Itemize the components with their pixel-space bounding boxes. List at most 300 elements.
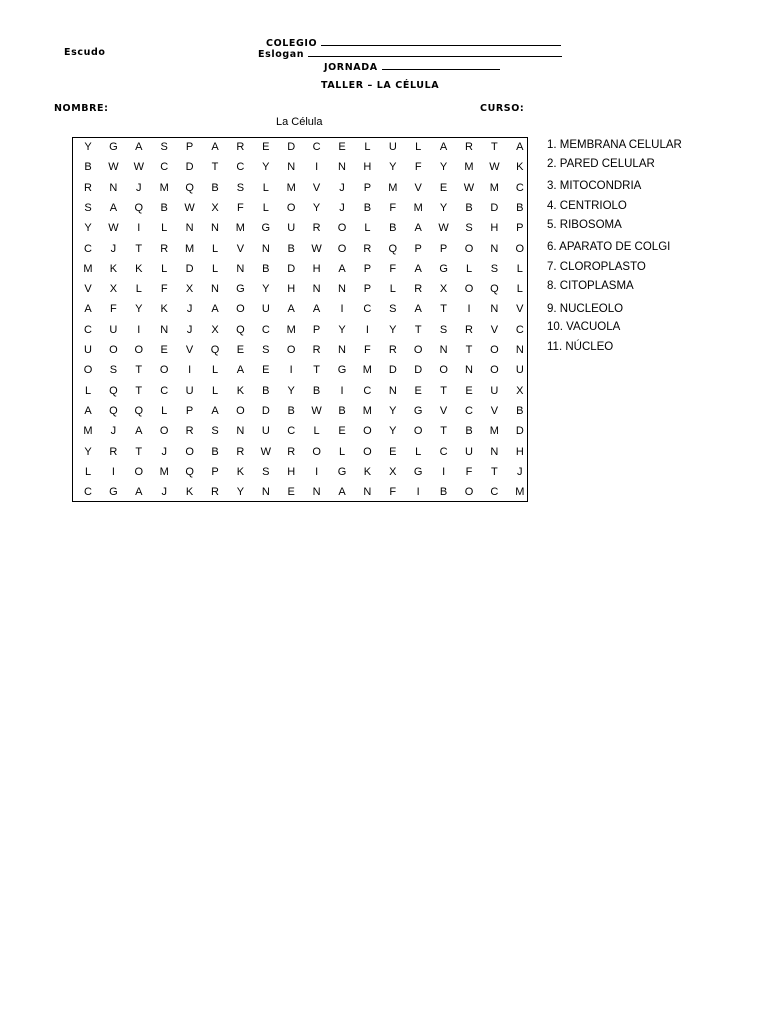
grid-letter: G	[413, 404, 423, 417]
grid-letter: A	[135, 141, 143, 153]
grid-letter: L	[211, 384, 219, 397]
grid-letter: B	[465, 201, 473, 214]
grid-letter: W	[108, 161, 119, 174]
grid-letter: U	[388, 141, 397, 153]
grid-letter: O	[337, 222, 347, 235]
grid-letter: T	[440, 425, 447, 438]
grid-letter: C	[439, 445, 448, 458]
grid-letter: F	[414, 161, 422, 174]
grid-letter: S	[211, 425, 219, 438]
grid-letter: B	[262, 384, 270, 397]
grid-letter: N	[465, 364, 473, 377]
grid-letter: Y	[84, 445, 92, 458]
grid-letter: I	[340, 303, 344, 316]
grid-letter: W	[463, 181, 475, 194]
grid-letter: Q	[210, 344, 220, 356]
grid-letter: J	[339, 181, 345, 194]
grid-letter: N	[490, 445, 499, 458]
grid-letter: C	[160, 161, 169, 174]
grid-letter: R	[211, 486, 219, 499]
grid-letter: I	[416, 486, 420, 499]
grid-letter: L	[135, 283, 142, 296]
grid-letter: E	[338, 141, 346, 153]
word-list-item: 9. NUCLEOLO	[547, 303, 624, 315]
word-list-item: 11. NÚCLEO	[547, 341, 614, 353]
grid-letter: V	[185, 344, 194, 356]
grid-letter: B	[211, 445, 219, 458]
grid-letter: E	[287, 486, 295, 499]
grid-letter: R	[312, 222, 321, 235]
grid-letter: M	[159, 181, 169, 194]
grid-letter: R	[363, 242, 372, 255]
word-list-item: 10. VACUOLA	[547, 321, 621, 333]
grid-letter: N	[490, 303, 499, 316]
grid-letter: Q	[109, 404, 118, 417]
grid-letter: I	[467, 303, 471, 316]
grid-letter: S	[389, 303, 397, 316]
grid-letter: R	[388, 344, 397, 356]
grid-letter: Y	[389, 425, 397, 438]
grid-letter: N	[490, 242, 499, 255]
grid-letter: B	[262, 262, 270, 275]
grid-letter: A	[236, 364, 245, 377]
grid-letter: C	[84, 486, 92, 499]
grid-letter: P	[439, 242, 448, 255]
grid-letter: K	[236, 384, 245, 397]
grid-letter: L	[389, 283, 396, 296]
grid-letter: E	[465, 384, 473, 397]
grid-letter: M	[464, 161, 474, 174]
grid-letter: L	[161, 262, 168, 275]
grid-letter: Y	[439, 201, 448, 214]
grid-letter: L	[516, 283, 523, 296]
grid-letter: J	[161, 486, 167, 499]
grid-letter: B	[160, 201, 168, 214]
grid-letter: A	[338, 262, 346, 275]
word-list-item: 8. CITOPLASMA	[547, 280, 634, 292]
grid-letter: U	[490, 384, 499, 397]
grid-letter: V	[312, 181, 321, 194]
grid-letter: Y	[262, 283, 270, 296]
grid-letter: O	[109, 344, 118, 356]
grid-letter: A	[414, 262, 422, 275]
word-list-item: 3. MITOCONDRIA	[547, 180, 642, 192]
grid-letter: E	[262, 141, 270, 153]
grid-letter: O	[413, 425, 423, 438]
grid-letter: I	[137, 323, 141, 336]
grid-letter: A	[211, 141, 219, 153]
grid-letter: N	[388, 384, 397, 397]
grid-letter: E	[389, 445, 397, 458]
grid-letter: O	[490, 364, 499, 377]
grid-letter: G	[337, 364, 347, 377]
grid-letter: C	[465, 404, 473, 417]
grid-letter: V	[516, 303, 524, 316]
grid-letter: O	[363, 425, 372, 438]
grid-letter: M	[235, 222, 245, 235]
grid-letter: N	[338, 161, 346, 174]
grid-letter: O	[286, 344, 296, 356]
grid-letter: F	[364, 344, 371, 356]
grid-letter: S	[160, 141, 168, 153]
grid-letter: T	[135, 364, 143, 377]
grid-letter: A	[211, 404, 219, 417]
grid-letter: C	[160, 384, 169, 397]
grid-letter: K	[516, 161, 524, 174]
grid-letter: L	[415, 445, 422, 458]
grid-letter: O	[134, 344, 144, 356]
grid-letter: O	[83, 364, 93, 377]
grid-letter: N	[287, 161, 296, 174]
grid-letter: Y	[262, 161, 270, 174]
grid-letter: O	[439, 364, 448, 377]
grid-letter: B	[287, 242, 295, 255]
grid-letter: Q	[490, 283, 499, 296]
grid-letter: T	[491, 141, 498, 153]
grid-letter: P	[363, 181, 372, 194]
grid-letter: G	[439, 262, 448, 275]
grid-letter: N	[236, 262, 245, 275]
grid-letter: L	[338, 445, 346, 458]
grid-letter: L	[465, 262, 473, 275]
word-list-item: 1. MEMBRANA CELULAR	[547, 139, 682, 151]
grid-letter: B	[516, 201, 524, 214]
grid-letter: G	[109, 141, 118, 153]
grid-letter: I	[365, 323, 369, 336]
grid-letter: A	[439, 141, 448, 153]
grid-letter: A	[84, 404, 92, 417]
grid-letter: U	[84, 344, 92, 356]
grid-letter: C	[515, 181, 524, 194]
grid-letter: Y	[287, 384, 295, 397]
grid-letter: Y	[312, 201, 321, 214]
grid-letter: W	[260, 445, 271, 458]
grid-letter: N	[236, 425, 245, 438]
grid-letter: F	[160, 283, 168, 296]
grid-letter: A	[109, 201, 118, 214]
grid-letter: L	[211, 364, 219, 377]
word-list-item: 7. CLOROPLASTO	[547, 261, 646, 273]
grid-letter: N	[261, 486, 270, 499]
grid-letter: X	[185, 283, 194, 296]
grid-letter: N	[211, 222, 219, 235]
grid-letter: I	[442, 465, 446, 478]
grid-letter: Q	[185, 181, 194, 194]
grid-letter: C	[363, 384, 372, 397]
grid-letter: K	[160, 303, 168, 316]
jornada-label: JORNADA	[324, 62, 378, 73]
grid-letter: U	[287, 222, 296, 235]
grid-letter: U	[261, 425, 270, 438]
grid-letter: L	[161, 222, 168, 235]
grid-letter: Y	[439, 161, 448, 174]
grid-letter: S	[262, 465, 270, 478]
grid-letter: L	[84, 384, 92, 397]
grid-letter: O	[185, 445, 194, 458]
grid-letter: D	[287, 262, 296, 275]
grid-letter: B	[338, 404, 346, 417]
puzzle-subtitle: La Célula	[276, 116, 323, 128]
grid-letter: F	[389, 486, 397, 499]
grid-letter: K	[135, 262, 143, 275]
grid-letter: M	[159, 465, 169, 478]
grid-letter: M	[83, 262, 93, 275]
word-list-item: 2. PARED CELULAR	[547, 158, 655, 170]
grid-letter: N	[338, 283, 346, 296]
grid-letter: V	[414, 181, 422, 194]
grid-letter: C	[363, 303, 372, 316]
grid-letter: E	[262, 364, 270, 377]
grid-letter: C	[287, 425, 296, 438]
grid-letter: T	[135, 242, 143, 255]
grid-letter: P	[363, 262, 372, 275]
grid-letter: I	[137, 222, 141, 235]
grid-letter: Y	[338, 323, 346, 336]
grid-letter: A	[414, 222, 422, 235]
grid-letter: M	[83, 425, 93, 438]
grid-letter: C	[312, 141, 321, 153]
grid-letter: N	[312, 486, 321, 499]
grid-letter: K	[185, 486, 194, 499]
grid-letter: A	[135, 425, 143, 438]
grid-letter: N	[211, 283, 219, 296]
grid-letter: Q	[185, 465, 194, 478]
grid-letter: W	[311, 242, 322, 255]
grid-letter: R	[236, 141, 245, 153]
word-list-item: 5. RIBOSOMA	[547, 219, 622, 231]
grid-letter: A	[135, 486, 143, 499]
grid-letter: Y	[389, 323, 397, 336]
grid-letter: B	[516, 404, 524, 417]
word-search-grid	[72, 137, 528, 502]
grid-letter: G	[109, 486, 118, 499]
word-list-item: 6. APARATO DE COLGI	[547, 241, 671, 253]
grid-letter: C	[490, 486, 499, 499]
grid-letter: N	[515, 344, 524, 356]
grid-letter: T	[440, 303, 447, 316]
grid-letter: N	[439, 344, 448, 356]
grid-letter: S	[490, 262, 499, 275]
grid-letter: S	[262, 344, 270, 356]
grid-letter: L	[211, 242, 219, 255]
grid-letter: O	[236, 404, 245, 417]
grid-letter: E	[414, 384, 422, 397]
grid-letter: H	[312, 262, 321, 275]
grid-letter: A	[84, 303, 92, 316]
grid-letter: L	[262, 181, 269, 194]
grid-letter: T	[440, 384, 447, 397]
grid-letter: G	[236, 283, 245, 296]
grid-letter: B	[84, 161, 92, 174]
grid-letter: P	[185, 404, 194, 417]
grid-letter: Q	[134, 201, 144, 214]
grid-letter: J	[517, 465, 523, 478]
grid-letter: C	[261, 323, 270, 336]
grid-letter: M	[413, 201, 423, 214]
grid-letter: V	[84, 283, 92, 296]
grid-letter: N	[338, 344, 346, 356]
grid-letter: T	[211, 161, 219, 174]
grid-letter: O	[515, 242, 525, 255]
grid-letter: R	[414, 283, 423, 296]
grid-letter: I	[315, 465, 319, 478]
grid-letter: D	[490, 201, 499, 214]
jornada-blank-line	[382, 60, 500, 70]
grid-letter: R	[312, 344, 321, 356]
grid-letter: T	[465, 344, 473, 356]
grid-letter: O	[363, 445, 372, 458]
grid-letter: E	[439, 181, 448, 194]
grid-letter: M	[489, 181, 499, 194]
grid-letter: H	[287, 465, 296, 478]
grid-letter: U	[515, 364, 524, 377]
grid-letter: R	[236, 445, 245, 458]
grid-letter: V	[236, 242, 245, 255]
grid-letter: D	[287, 141, 296, 153]
grid-letter: U	[261, 303, 270, 316]
grid-letter: Y	[84, 222, 92, 235]
grid-letter: O	[159, 364, 169, 377]
grid-letter: N	[185, 222, 194, 235]
grid-letter: N	[363, 486, 372, 499]
grid-letter: M	[489, 425, 499, 438]
grid-letter: E	[236, 344, 245, 356]
grid-letter: M	[286, 181, 296, 194]
page-title: TALLER – LA CÉLULA	[321, 80, 440, 91]
grid-letter: L	[364, 141, 371, 153]
grid-letter: X	[439, 283, 448, 296]
grid-letter: K	[363, 465, 372, 478]
grid-letter: F	[110, 303, 117, 316]
grid-letter: S	[109, 364, 118, 377]
grid-letter: E	[338, 425, 346, 438]
word-list-item: 4. CENTRIOLO	[547, 200, 627, 212]
grid-letter: O	[159, 425, 169, 438]
grid-letter: C	[84, 323, 92, 336]
grid-letter: O	[286, 201, 296, 214]
grid-letter: R	[160, 242, 169, 255]
grid-letter: S	[236, 181, 245, 194]
grid-letter: Y	[236, 486, 245, 499]
grid-letter: B	[389, 222, 397, 235]
grid-letter: D	[414, 364, 423, 377]
grid-letter: H	[515, 445, 524, 458]
grid-letter: G	[413, 465, 423, 478]
curso-label: CURSO:	[480, 103, 525, 114]
grid-letter: M	[185, 242, 195, 255]
grid-letter: W	[184, 201, 195, 214]
grid-letter: V	[490, 404, 499, 417]
nombre-label: NOMBRE:	[54, 103, 109, 114]
grid-letter: Q	[388, 242, 398, 255]
eslogan-blank-line	[308, 47, 562, 57]
grid-letter: Q	[109, 384, 118, 397]
grid-letter: Y	[389, 404, 397, 417]
grid-letter: N	[109, 181, 118, 194]
grid-letter: X	[109, 283, 118, 296]
grid-letter: A	[211, 303, 219, 316]
grid-letter: X	[516, 384, 524, 397]
grid-letter: P	[363, 283, 372, 296]
escudo-label: Escudo	[64, 47, 106, 58]
grid-letter: R	[84, 181, 92, 194]
grid-letter: X	[211, 323, 219, 336]
grid-letter: M	[362, 404, 372, 417]
grid-letter: P	[211, 465, 219, 478]
grid-letter: P	[414, 242, 422, 255]
grid-letter: X	[211, 201, 219, 214]
grid-letter: H	[287, 283, 296, 296]
eslogan-field	[258, 47, 562, 60]
grid-letter: O	[134, 465, 144, 478]
grid-letter: A	[516, 141, 524, 153]
grid-letter: V	[439, 404, 448, 417]
grid-letter: N	[261, 242, 270, 255]
grid-letter: L	[262, 201, 269, 214]
grid-letter: R	[109, 445, 118, 458]
grid-letter: K	[109, 262, 118, 275]
grid-letter: W	[438, 222, 449, 235]
grid-letter: N	[312, 283, 321, 296]
grid-letter: L	[415, 141, 422, 153]
grid-letter: B	[211, 181, 219, 194]
grid-letter: T	[313, 364, 320, 377]
grid-letter: Q	[236, 323, 245, 336]
grid-letter: H	[363, 161, 372, 174]
grid-letter: S	[439, 323, 448, 336]
grid-letter: Y	[135, 303, 143, 316]
grid-letter: T	[135, 445, 143, 458]
grid-letter: I	[289, 364, 293, 377]
grid-letter: H	[490, 222, 499, 235]
colegio-label: COLEGIO	[266, 38, 318, 49]
grid-letter: D	[261, 404, 270, 417]
grid-letter: M	[362, 364, 372, 377]
grid-letter: J	[161, 445, 167, 458]
grid-letter: K	[236, 465, 245, 478]
grid-letter: J	[110, 242, 117, 255]
grid-letter: C	[84, 242, 92, 255]
grid-letter: J	[110, 425, 117, 438]
grid-letter: Y	[389, 161, 397, 174]
grid-letter: D	[185, 262, 194, 275]
grid-letter: O	[337, 242, 347, 255]
grid-letter: U	[465, 445, 473, 458]
grid-letter: O	[236, 303, 245, 316]
grid-letter: W	[311, 404, 322, 417]
grid-letter: R	[465, 141, 473, 153]
grid-letter: I	[111, 465, 115, 478]
grid-letter: L	[211, 262, 219, 275]
grid-letter: J	[136, 181, 142, 194]
grid-letter: R	[185, 425, 194, 438]
grid-letter: L	[364, 222, 371, 235]
grid-letter: G	[261, 222, 271, 235]
colegio-blank-line	[321, 36, 561, 46]
grid-letter: D	[185, 161, 194, 174]
grid-letter: F	[237, 201, 244, 214]
grid-letter: C	[236, 161, 245, 174]
grid-letter: J	[186, 323, 193, 336]
grid-letter: S	[84, 201, 92, 214]
grid-letter: L	[161, 404, 168, 417]
grid-letter: D	[388, 364, 397, 377]
grid-letter: P	[312, 323, 321, 336]
grid-letter: O	[464, 242, 474, 255]
grid-letter: Q	[134, 404, 144, 417]
grid-letter: F	[389, 262, 397, 275]
grid-letter: T	[491, 465, 498, 478]
